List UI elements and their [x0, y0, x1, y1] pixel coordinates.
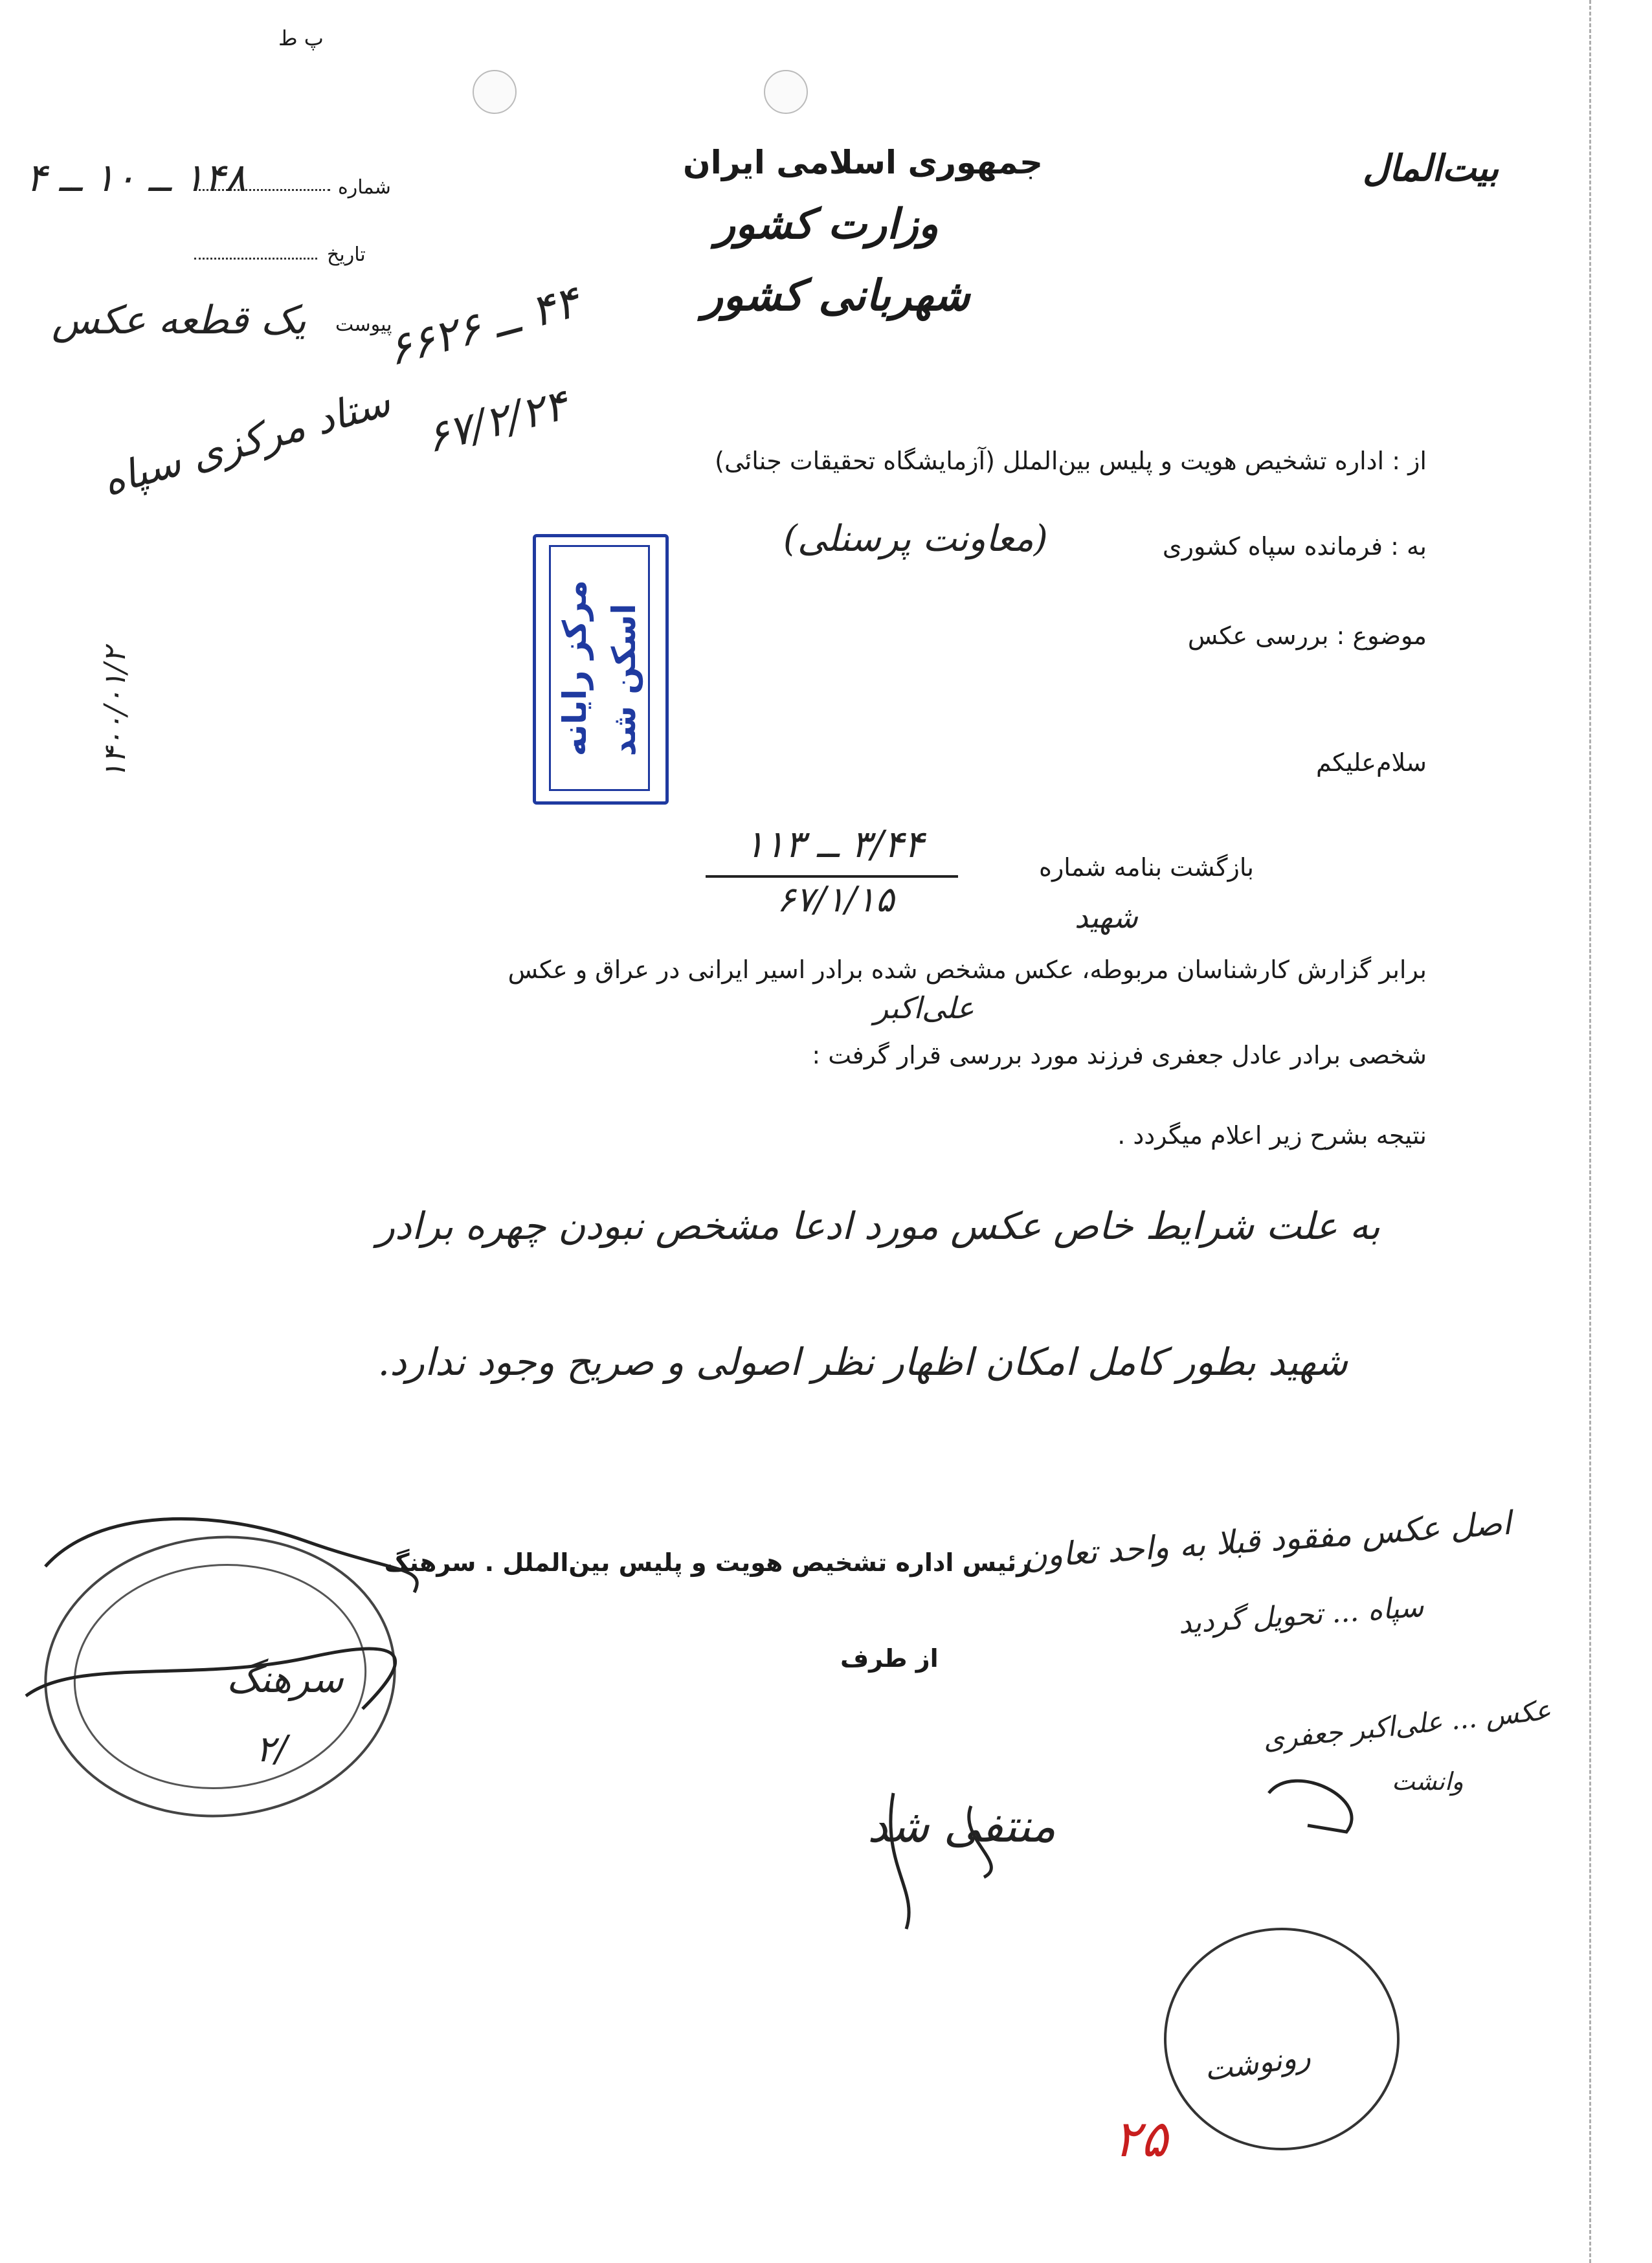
attach-value: یک قطعه عکس [52, 298, 306, 343]
header-ministry: وزارت کشور [715, 201, 939, 249]
scan-stamp-inner [549, 545, 650, 791]
signature-initial: ۲/ [256, 1728, 287, 1770]
annotation-3: عکس ... علی‌اکبر جعفری [1261, 1693, 1553, 1756]
body-line-2: شخصی برادر عادل جعفری فرزند مورد بررسی قرار گرفت : [812, 1041, 1427, 1069]
letter-to-handwritten: (معاونت پرسنلی) [783, 518, 1048, 560]
header-republic: جمهوری اسلامی ایران [683, 144, 1043, 181]
handwritten-date: ۶۷/۲/۲۴ [421, 379, 572, 463]
letter-greeting: سلام‌علیکم [1315, 748, 1427, 777]
corner-mark: پ ط [278, 26, 324, 50]
annotation-5: منتفی شد [867, 1800, 1056, 1853]
header-police: شهربانی کشور [702, 271, 970, 320]
annotation-4: وانشت [1392, 1767, 1464, 1796]
punch-hole [473, 70, 517, 114]
page-edge [1589, 0, 1600, 2263]
handwritten-note: ستاد مرکزی سپاه [97, 377, 396, 506]
stamp-line-1: مرکز رایانه [556, 579, 594, 757]
signature-name: سرهنگ [227, 1657, 344, 1701]
body-line-1: برابر گزارش کارشناسان مربوطه، عکس مشخص شده برادر اسیر ایرانی در عراق و عکس [508, 955, 1427, 984]
number-label: شماره [338, 176, 391, 199]
result-line-2: شهید بطور کامل امکان اظهار نظر اصولی و صریح وجود ندارد. [377, 1340, 1348, 1384]
punch-hole [764, 70, 808, 114]
body-insert-2: علی‌اکبر [874, 990, 974, 1025]
annotation-6: رونوشت [1202, 2038, 1313, 2088]
signature-title: رئیس اداره تشخیص هویت و پلیس بین‌الملل . سرهنگ [384, 1548, 1031, 1577]
reference-number: ۳/۴۴ ــ ۱۱۳ [744, 822, 924, 866]
header-logo: بیت‌المال [1363, 148, 1499, 190]
date-label: تاریخ [327, 243, 366, 266]
stamp-line-2: اسکن شد [605, 603, 643, 757]
page-number: ۲۵ [1113, 2110, 1168, 2168]
reference-label: بازگشت بنامه شماره [1039, 853, 1254, 882]
side-note: ۱۴۰۰/۰۱/۲ [97, 647, 132, 779]
letter-from: از : اداره تشخیص هویت و پلیس بین‌الملل (آزمایشگاه تحقیقات جنائی) [715, 447, 1427, 475]
number-value: ۱۴۸ ــ ۱۰ ــ ۴ [26, 155, 246, 201]
annotation-1: اصل عکس مفقود قبلا به واحد تعاون [1021, 1504, 1513, 1576]
on-behalf: از طرف [840, 1644, 939, 1673]
letter-subject: موضوع : بررسی عکس [1187, 621, 1427, 650]
result-line-1: به علت شرایط خاص عکس مورد ادعا مشخص نبودن چهره برادر [377, 1204, 1380, 1248]
reference-divider [706, 875, 958, 878]
date-dots [194, 258, 317, 260]
letter-to: به : فرمانده سپاه کشوری [1162, 532, 1427, 561]
body-line-3: نتیجه بشرح زیر اعلام میگردد . [1117, 1121, 1427, 1150]
body-insert-1: شهید [1075, 900, 1138, 935]
handwritten-ref: ۴۴ ــ ۶۶۲۶ [382, 276, 585, 377]
attach-label: پیوست [335, 313, 392, 336]
reference-date: ۶۷/۱/۱۵ [777, 879, 895, 920]
annotation-2: سپاه ... تحویل گردید [1177, 1590, 1425, 1641]
